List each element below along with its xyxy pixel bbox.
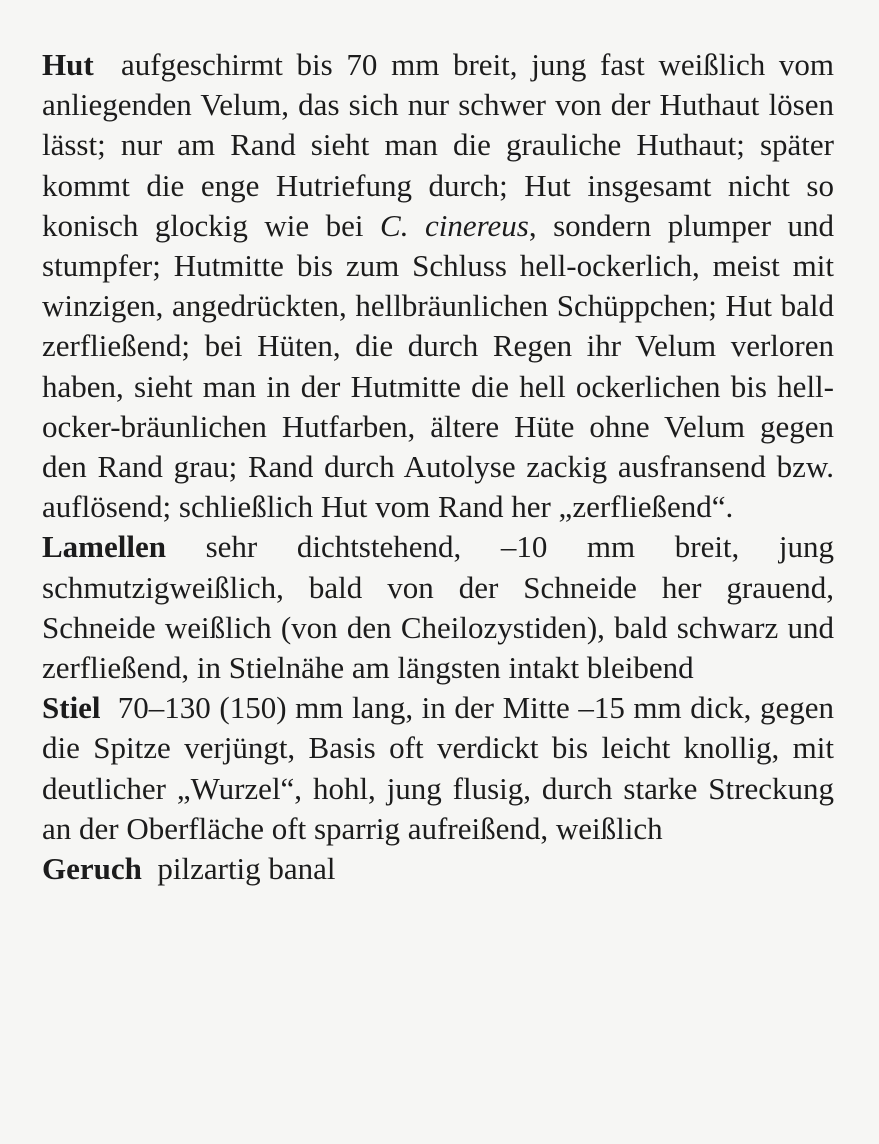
term-hut: Hut [42,47,94,82]
lamellen-description: sehr dichtstehend, –10 mm breit, jung schmutzigweißlich, bald von der Schneide her grauend, Schneide weißlich (von den Cheilozystiden), bald schwarz und zerfließend, in Stielnähe am längsten intakt bleibend [42,529,834,686]
section-hut [42,45,834,527]
term-geruch: Geruch [42,851,142,887]
section-lamellen [42,527,834,688]
geruch-description: pilzartig banal [157,851,336,887]
hut-description-part2: , sondern plumper und stumpfer; Hutmitte bis zum Schluss hell-ockerlich, meist mit winzigen, angedrückten, hellbräunlichen Schüppchen; Hut bald zerfließend; bei Hüten, die durch Regen ihr Velum verloren haben, sieht man in der Hutmitte die hell ockerlichen bis hell-ocker-bräunlichen Hutfarben, ältere Hüte ohne Velum gegen den Rand grau; Rand durch Autolyse zackig ausfransend bzw. auflösend; schließlich Hut vom Rand her „zerfließend“. [42,207,835,525]
stiel-description: 70–130 (150) mm lang, in der Mitte –15 mm dick, gegen die Spitze verjüngt, Basis oft verdickt bis leicht knollig, mit deutlicher „Wurzel“, hohl, jung flusig, durch starke Streckung an der Oberfläche oft sparrig aufreißend, weißlich [42,690,834,846]
species-name: C. cinereus [380,207,529,243]
term-stiel: Stiel [42,690,101,726]
section-stiel [42,688,834,849]
section-geruch [42,849,834,889]
term-lamellen: Lamellen [42,529,166,565]
hut-description-part1: aufgeschirmt bis 70 mm breit, jung fast weißlich vom anliegenden Velum, das sich nur schwer von der Huthaut lösen lässt; nur am Rand sieht man die grauliche Huthaut; später kommt die enge Hutriefung durch; Hut insgesamt nicht so konisch glockig wie bei [42,47,834,243]
species-description [42,45,834,889]
